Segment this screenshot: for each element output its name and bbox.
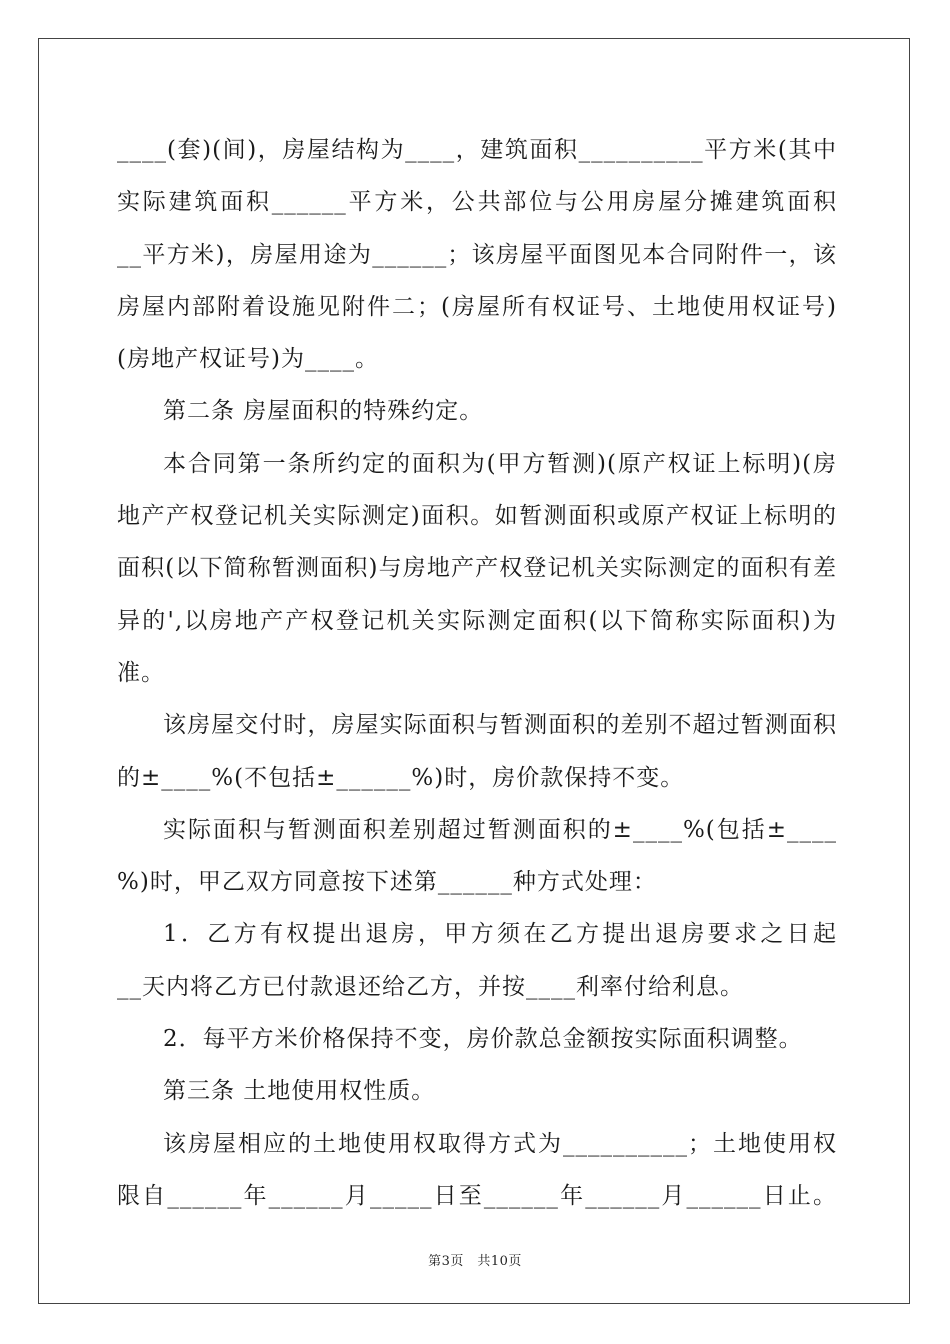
text-line: __平方米)，房屋用途为______；该房屋平面图见本合同附件一，该	[117, 241, 837, 268]
text-line: 第二条 房屋面积的特殊约定。	[163, 398, 484, 425]
text-line: 限自______年______月_____日至______年______月______日止。	[117, 1182, 837, 1209]
text-line: 的±____%(不包括±______%)时，房价款保持不变。	[117, 764, 685, 791]
text-line: 实际建筑面积______平方米，公共部位与公用房屋分摊建筑面积	[117, 189, 837, 216]
text-line: 该房屋相应的土地使用权取得方式为__________；土地使用权	[163, 1130, 837, 1157]
text-line: 1．乙方有权提出退房，甲方须在乙方提出退房要求之日起	[163, 921, 837, 948]
text-line: 异的',以房地产产权登记机关实际测定面积(以下简称实际面积)为	[117, 607, 837, 634]
text-line: 准。	[117, 659, 165, 686]
text-line: 2．每平方米价格保持不变，房价款总金额按实际面积调整。	[163, 1026, 803, 1053]
text-line: ____(套)(间)，房屋结构为____，建筑面积__________平方米(其中	[117, 137, 837, 163]
text-line: 本合同第一条所约定的面积为(甲方暂测)(原产权证上标明)(房	[163, 450, 837, 477]
text-line: %)时，甲乙双方同意按下述第______种方式处理：	[117, 869, 657, 896]
text-line: 该房屋交付时，房屋实际面积与暂测面积的差别不超过暂测面积	[163, 712, 837, 739]
document-body	[117, 124, 837, 1222]
text-line: 地产产权登记机关实际测定)面积。如暂测面积或原产权证上标明的	[117, 503, 837, 530]
text-line: 第三条 土地使用权性质。	[163, 1078, 436, 1105]
page-number-footer: 第3页 共10页	[428, 1254, 522, 1269]
text-line: (房地产权证号)为____。	[117, 346, 379, 373]
text-line: 实际面积与暂测面积差别超过暂测面积的±____%(包括±____	[163, 816, 837, 843]
text-line: __天内将乙方已付款退还给乙方，并按____利率付给利息。	[117, 973, 744, 1000]
text-line: 房屋内部附着设施见附件二；(房屋所有权证号、土地使用权证号)	[117, 293, 837, 320]
text-line: 面积(以下简称暂测面积)与房地产产权登记机关实际测定的面积有差	[117, 555, 837, 582]
